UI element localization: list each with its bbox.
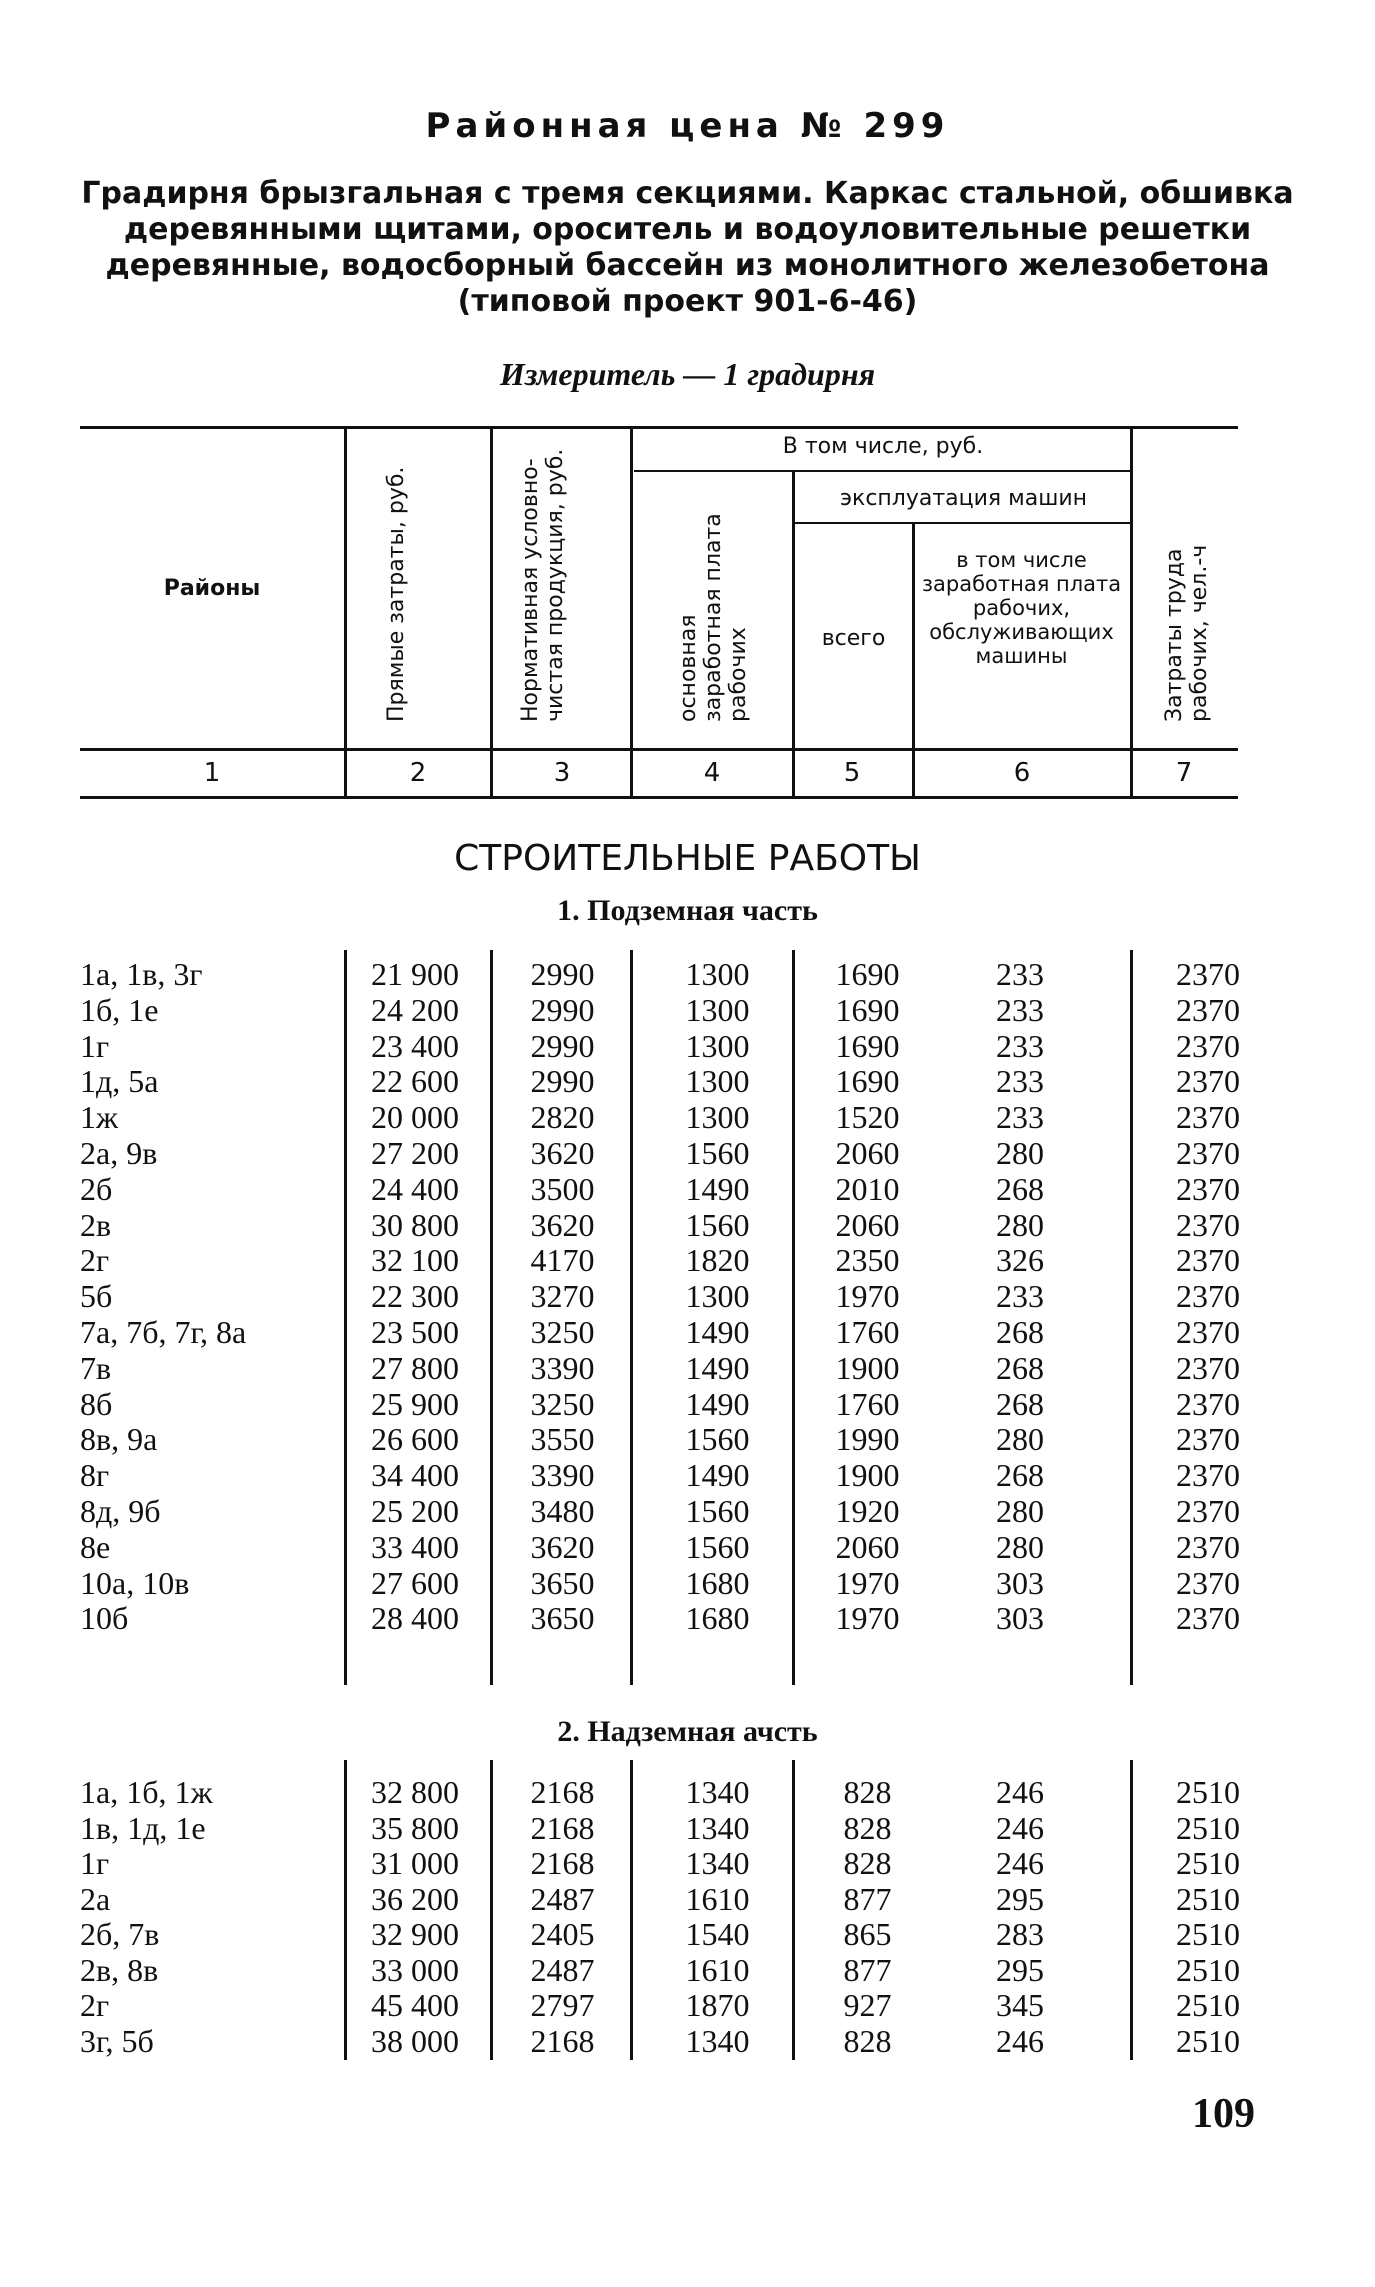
part1-title: 1. Подземная часть [557,894,818,927]
value-cell: 280 [996,1528,1044,1565]
value-cell: 25 200 [371,1493,459,1529]
value-cell: 1340 [685,1774,750,1810]
value-cell: 1900 [835,1349,900,1386]
table-row [0,1350,1375,1386]
header-group: В том числе, руб. [782,434,984,459]
value-cell: 877 [843,1880,892,1917]
table-row [0,1845,1375,1881]
value-cell: 828 [843,1809,892,1846]
value-cell: 3620 [530,1135,595,1171]
value-cell: 1970 [835,1278,900,1315]
value-cell: 3250 [530,1385,595,1422]
value-cell: 23 400 [371,1027,459,1064]
table-row [0,1063,1375,1099]
part2-title: 2. Надземная ачсть [557,1715,818,1748]
value-cell: 233 [996,991,1044,1028]
region-cell: 2б [80,1170,113,1207]
value-cell: 2370 [1176,1170,1240,1207]
region-cell: 1д, 5а [80,1063,159,1100]
table-row [0,1171,1375,1207]
value-cell: 1690 [835,1027,900,1064]
value-cell: 1970 [835,1600,900,1637]
value-cell: 36 200 [371,1880,459,1917]
item-description: Градирня брызгальная с тремя секциями. Каркас стальной, обшивка деревянными щитами, ороситель и водоуловительные решетки деревянные, водосборный бассейн из монолитного железобетона (типовой проект 901-6-46) [81,176,1294,319]
measure-unit: Измеритель — 1 градирня [499,356,876,392]
value-cell: 2990 [530,1027,595,1064]
table-row [0,1314,1375,1350]
value-cell: 1690 [835,956,900,992]
value-cell: 20 000 [371,1099,459,1136]
value-cell: 32 800 [371,1774,459,1810]
table-row [0,992,1375,1028]
value-cell: 268 [996,1457,1044,1494]
value-cell: 2370 [1176,1600,1240,1637]
value-cell: 3550 [530,1421,595,1458]
value-cell: 24 400 [371,1170,459,1207]
region-cell: 10б [80,1600,129,1637]
value-cell: 32 100 [371,1242,459,1279]
value-cell: 2510 [1176,1916,1240,1952]
region-cell: 7а, 7б, 7г, 8а [80,1314,247,1350]
value-cell: 1680 [685,1600,750,1637]
value-cell: 3250 [530,1314,595,1350]
value-cell: 1490 [685,1457,750,1494]
region-cell: 2а, 9в [80,1135,158,1171]
value-cell: 2370 [1176,1349,1240,1386]
value-cell: 2168 [530,2022,595,2059]
header-divider-6 [1130,428,1133,796]
value-cell: 1560 [685,1206,750,1243]
value-cell: 35 800 [371,1809,459,1846]
region-cell: 5б [80,1278,113,1315]
value-cell: 1300 [685,1278,750,1315]
value-cell: 1560 [685,1493,750,1529]
table-row [0,1881,1375,1917]
header-machine-wage: в том числе заработная плата рабочих, обслуживающих машины [921,548,1122,668]
value-cell: 2797 [530,1987,595,2023]
table-row [0,1987,1375,2023]
table-row [0,1529,1375,1565]
table-row [0,1421,1375,1457]
region-cell: 8г [80,1457,110,1494]
value-cell: 877 [843,1951,892,1988]
region-cell: 1г [80,1845,110,1881]
value-cell: 2370 [1176,1528,1240,1565]
header-net-production: Нормативная условно-чистая продукция, руб. [518,448,568,722]
value-cell: 3500 [530,1170,595,1207]
value-cell: 1870 [685,1987,750,2023]
col-number-1: 1 [203,758,221,788]
value-cell: 1560 [685,1421,750,1458]
value-cell: 280 [996,1493,1044,1529]
table-row [0,2023,1375,2059]
value-cell: 246 [996,1845,1044,1881]
value-cell: 1820 [685,1242,750,1279]
value-cell: 268 [996,1349,1044,1386]
value-cell: 2168 [530,1809,595,1846]
region-cell: 1ж [80,1099,119,1136]
value-cell: 2510 [1176,1880,1240,1917]
header-divider-3 [630,428,633,796]
value-cell: 268 [996,1385,1044,1422]
value-cell: 27 200 [371,1135,459,1171]
value-cell: 3650 [530,1564,595,1601]
value-cell: 828 [843,1774,892,1810]
group-rule [634,470,1132,472]
region-cell: 8д, 9б [80,1493,161,1529]
value-cell: 1690 [835,991,900,1028]
value-cell: 2370 [1176,1063,1240,1100]
value-cell: 2370 [1176,1099,1240,1136]
value-cell: 865 [843,1916,892,1952]
value-cell: 1490 [685,1349,750,1386]
header-divider-2 [490,428,493,796]
value-cell: 3390 [530,1349,595,1386]
region-cell: 10а, 10в [80,1564,190,1601]
region-cell: 1а, 1в, 3г [80,956,203,992]
value-cell: 303 [996,1600,1044,1637]
value-cell: 2350 [835,1242,900,1279]
value-cell: 2060 [835,1528,900,1565]
region-cell: 1б, 1е [80,991,159,1028]
value-cell: 2370 [1176,1206,1240,1243]
col-number-5: 5 [843,758,861,788]
value-cell: 2370 [1176,1493,1240,1529]
region-cell: 2в [80,1206,112,1243]
value-cell: 2510 [1176,1951,1240,1988]
value-cell: 34 400 [371,1457,459,1494]
value-cell: 1920 [835,1493,900,1529]
value-cell: 828 [843,1845,892,1881]
value-cell: 2510 [1176,1774,1240,1810]
region-cell: 1а, 1б, 1ж [80,1774,213,1810]
value-cell: 3480 [530,1493,595,1529]
value-cell: 1760 [835,1385,900,1422]
value-cell: 268 [996,1170,1044,1207]
value-cell: 3270 [530,1278,595,1315]
value-cell: 3650 [530,1600,595,1637]
value-cell: 303 [996,1564,1044,1601]
header-direct-costs: Прямые затраты, руб. [384,466,409,722]
page-title: Районная цена № 299 [425,106,950,146]
value-cell: 23 500 [371,1314,459,1350]
value-cell: 32 900 [371,1916,459,1952]
value-cell: 25 900 [371,1385,459,1422]
table-row [0,956,1375,992]
value-cell: 246 [996,1809,1044,1846]
value-cell: 1340 [685,1845,750,1881]
value-cell: 2405 [530,1916,595,1952]
value-cell: 31 000 [371,1845,459,1881]
value-cell: 3620 [530,1528,595,1565]
value-cell: 2370 [1176,1314,1240,1350]
value-cell: 2990 [530,991,595,1028]
value-cell: 33 000 [371,1951,459,1988]
value-cell: 24 200 [371,991,459,1028]
value-cell: 4170 [530,1242,595,1279]
value-cell: 1300 [685,1063,750,1100]
region-cell: 1в, 1д, 1е [80,1809,206,1846]
table-row [0,1952,1375,1988]
header-base-wage: основная заработная плата рабочих [676,513,751,722]
table-row [0,1493,1375,1529]
value-cell: 295 [996,1951,1044,1988]
value-cell: 2060 [835,1135,900,1171]
value-cell: 1900 [835,1457,900,1494]
region-cell: 8в, 9а [80,1421,158,1458]
header-regions: Районы [163,576,261,601]
value-cell: 2990 [530,956,595,992]
header-divider-1 [344,428,347,796]
value-cell: 1610 [685,1880,750,1917]
value-cell: 1340 [685,2022,750,2059]
value-cell: 2510 [1176,1987,1240,2023]
value-cell: 3390 [530,1457,595,1494]
value-cell: 2370 [1176,956,1240,992]
value-cell: 2370 [1176,1564,1240,1601]
value-cell: 2168 [530,1845,595,1881]
header-labor: Затраты труда рабочих, чел.-ч [1162,544,1212,722]
value-cell: 1540 [685,1916,750,1952]
value-cell: 1490 [685,1385,750,1422]
value-cell: 2370 [1176,1457,1240,1494]
table-row [0,1242,1375,1278]
value-cell: 1300 [685,1027,750,1064]
value-cell: 27 800 [371,1349,459,1386]
value-cell: 2060 [835,1206,900,1243]
table-row [0,1135,1375,1171]
value-cell: 233 [996,1063,1044,1100]
value-cell: 38 000 [371,2022,459,2059]
value-cell: 2010 [835,1170,900,1207]
value-cell: 2370 [1176,1135,1240,1171]
value-cell: 27 600 [371,1564,459,1601]
value-cell: 22 600 [371,1063,459,1100]
region-cell: 1г [80,1027,110,1064]
col-number-4: 4 [703,758,721,788]
table-row [0,1457,1375,1493]
value-cell: 1970 [835,1564,900,1601]
region-cell: 2б, 7в [80,1916,160,1952]
value-cell: 345 [996,1987,1044,2023]
header-mid-rule [80,748,1238,751]
value-cell: 1760 [835,1314,900,1350]
value-cell: 1560 [685,1135,750,1171]
value-cell: 246 [996,2022,1044,2059]
col-number-2: 2 [409,758,427,788]
value-cell: 1300 [685,1099,750,1136]
value-cell: 1300 [685,956,750,992]
region-cell: 2г [80,1987,110,2023]
value-cell: 26 600 [371,1421,459,1458]
value-cell: 283 [996,1916,1044,1952]
value-cell: 246 [996,1774,1044,1810]
machines-rule [795,522,1132,524]
value-cell: 2487 [530,1880,595,1917]
value-cell: 326 [996,1242,1044,1279]
value-cell: 280 [996,1421,1044,1458]
table-row [0,1028,1375,1064]
table-row [0,1600,1375,1636]
value-cell: 233 [996,1027,1044,1064]
table-row [0,1916,1375,1952]
table-row [0,1207,1375,1243]
value-cell: 45 400 [371,1987,459,2023]
value-cell: 927 [843,1987,892,2023]
section-title: СТРОИТЕЛЬНЫЕ РАБОТЫ [454,838,921,879]
value-cell: 33 400 [371,1528,459,1565]
value-cell: 22 300 [371,1278,459,1315]
region-cell: 7в [80,1349,112,1386]
value-cell: 1690 [835,1063,900,1100]
value-cell: 1340 [685,1809,750,1846]
col-number-6: 6 [1013,758,1031,788]
value-cell: 2370 [1176,1385,1240,1422]
value-cell: 30 800 [371,1206,459,1243]
value-cell: 2370 [1176,1278,1240,1315]
value-cell: 2168 [530,1774,595,1810]
header-top-rule [80,426,1238,429]
value-cell: 2510 [1176,1809,1240,1846]
value-cell: 1490 [685,1314,750,1350]
header-bottom-rule [80,796,1238,799]
value-cell: 1300 [685,991,750,1028]
page-number: 109 [1192,2091,1255,2137]
value-cell: 233 [996,956,1044,992]
table-row [0,1278,1375,1314]
value-cell: 2487 [530,1951,595,1988]
value-cell: 2370 [1176,1421,1240,1458]
value-cell: 28 400 [371,1600,459,1637]
value-cell: 3620 [530,1206,595,1243]
region-cell: 2а [80,1880,111,1917]
value-cell: 2370 [1176,991,1240,1028]
table-row [0,1386,1375,1422]
table-row [0,1099,1375,1135]
region-cell: 3г, 5б [80,2022,154,2059]
value-cell: 280 [996,1206,1044,1243]
value-cell: 2820 [530,1099,595,1136]
value-cell: 1520 [835,1099,900,1136]
region-cell: 2в, 8в [80,1951,159,1988]
region-cell: 2г [80,1242,110,1279]
value-cell: 1680 [685,1564,750,1601]
value-cell: 21 900 [371,956,459,992]
value-cell: 233 [996,1099,1044,1136]
value-cell: 2370 [1176,1242,1240,1279]
value-cell: 1490 [685,1170,750,1207]
value-cell: 2990 [530,1063,595,1100]
value-cell: 1990 [835,1421,900,1458]
value-cell: 1560 [685,1528,750,1565]
value-cell: 1610 [685,1951,750,1988]
value-cell: 2510 [1176,2022,1240,2059]
value-cell: 2510 [1176,1845,1240,1881]
value-cell: 268 [996,1314,1044,1350]
region-cell: 8б [80,1385,113,1422]
value-cell: 280 [996,1135,1044,1171]
header-total: всего [821,626,886,651]
value-cell: 233 [996,1278,1044,1315]
value-cell: 2370 [1176,1027,1240,1064]
col-number-7: 7 [1175,758,1193,788]
region-cell: 8е [80,1528,111,1565]
header-machines: эксплуатация машин [839,486,1088,511]
table-row [0,1774,1375,1810]
value-cell: 828 [843,2022,892,2059]
col-number-3: 3 [553,758,571,788]
table-row [0,1810,1375,1846]
value-cell: 295 [996,1880,1044,1917]
table-row [0,1565,1375,1601]
